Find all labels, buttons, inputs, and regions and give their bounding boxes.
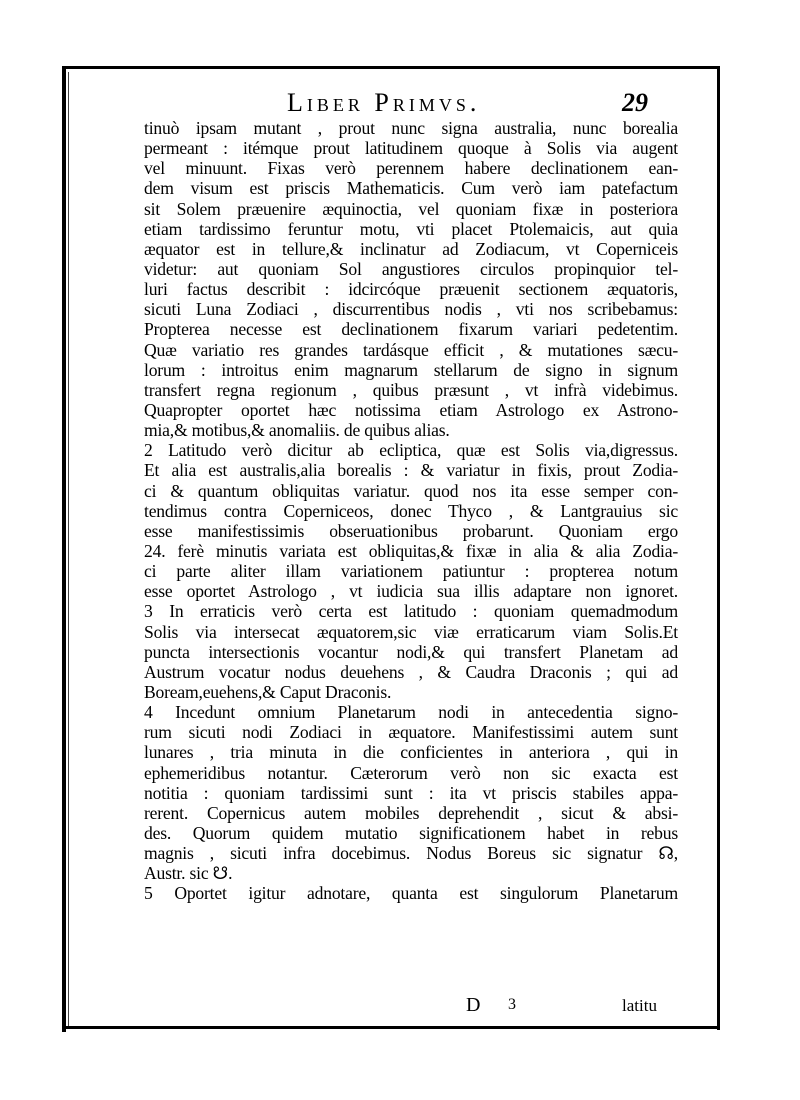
text-line: rerent. Copernicus autem mobiles deprehendit , sicut & absi- <box>144 802 678 823</box>
text-line: Propterea necesse est declinationem fixarum variari pedetentim. <box>144 319 678 340</box>
text-line: Quapropter oportet hæc notissima etiam Astrologo ex Astrono- <box>144 399 678 420</box>
page-edge-inner-left <box>68 72 69 1027</box>
text-line: luri factus describit : idcircóque præuenit sectionem æquatoris, <box>144 279 678 300</box>
text-line: ci parte aliter illam variationem patiuntur : propterea notum <box>144 561 678 582</box>
text-line: lorum : introitus enim magnarum stellarum de signo in signum <box>144 359 678 380</box>
text-line: Boream,euehens,& Caput Draconis. <box>144 681 392 702</box>
text-line: sicuti Luna Zodiaci , discurrentibus nodis , vti nos scribebamus: <box>144 299 678 320</box>
text-line: Austrum vocatur nodus deuehens , & Caudra Draconis ; qui ad <box>144 661 678 682</box>
page-number: 29 <box>622 88 648 117</box>
text-line: notitia : quoniam tardissimi sunt : ita vt priscis stabiles appa- <box>144 782 678 803</box>
text-line: puncta intersectionis vocantur nodi,& qui transfert Planetam ad <box>144 641 678 662</box>
text-line: 4 Incedunt omnium Planetarum nodi in antecedentia signo- <box>144 702 678 723</box>
running-head <box>142 88 682 122</box>
text-line: Austr. sic ☋. <box>144 863 233 884</box>
text-line: tendimus contra Coperniceos, donec Thyco , & Lantgrauius sic <box>144 500 678 521</box>
signature-number: 3 <box>508 996 516 1013</box>
text-line: Et alia est australis,alia borealis : & variatur in fixis, prout Zodia- <box>144 460 678 481</box>
running-title: Liber Primvs. <box>287 88 481 117</box>
text-line: tinuò ipsam mutant , prout nunc signa australia, nunc borealia <box>144 118 678 138</box>
text-line: des. Quorum quidem mutatio significationem habet in rebus <box>144 822 678 843</box>
text-line: 3 In erraticis verò certa est latitudo : quoniam quemadmodum <box>144 601 678 622</box>
text-line: Quæ variatio res grandes tardásque efficit , & mutationes sæcu- <box>144 339 678 360</box>
page-edge-right <box>717 66 720 1030</box>
text-line: vel minuunt. Fixas verò perennem habere declinationem ean- <box>144 158 678 179</box>
text-line: etiam tardissimo feruntur motu, vti placet Ptolemaicis, aut quia <box>144 218 678 239</box>
text-line: magnis , sicuti infra docebimus. Nodus Boreus sic signatur ☊, <box>144 843 678 864</box>
page-edge-bottom <box>62 1026 718 1029</box>
page-footer <box>144 994 678 1018</box>
text-line: esse manifestissimis obseruationibus probarunt. Quoniam ergo <box>144 520 678 541</box>
catchword: latitu <box>622 996 657 1015</box>
page-edge-left <box>62 66 66 1032</box>
text-line: rum sicuti nodi Zodiaci in æquatore. Manifestissimi autem sunt <box>144 722 678 743</box>
body-text <box>144 118 678 903</box>
text-line: lunares , tria minuta in die conficientes in anteriora , qui in <box>144 742 678 763</box>
text-line: 5 Oportet igitur adnotare, quanta est singulorum Planetarum <box>144 883 678 904</box>
text-line: transfert regna regionum , quibus præsunt , vt infrà videbimus. <box>144 379 678 400</box>
text-line: Solis via intersecat æquatorem,sic viæ erraticarum viam Solis.Et <box>144 621 678 642</box>
text-line: 2 Latitudo verò dicitur ab ecliptica, quæ est Solis via,digressus. <box>144 440 678 461</box>
text-line: permeant : itémque prout latitudinem quoque à Solis via augent <box>144 138 678 159</box>
text-line: videtur: aut quoniam Sol angustiores circulos propinquior tel- <box>144 258 678 279</box>
signature-mark: D <box>466 994 481 1016</box>
text-line: sit Solem præuenire æquinoctia, vel quoniam fixæ in posteriora <box>144 198 678 219</box>
text-line: dem visum est priscis Mathematicis. Cum verò iam patefactum <box>144 178 678 199</box>
text-line: ephemeridibus notantur. Cæterorum verò non sic exacta est <box>144 762 678 783</box>
text-line: esse oportet Astrologo , vt iudicia sua illis adaptare non ignoret. <box>144 581 678 602</box>
text-line: ci & quantum obliquitas variatur. quod nos ita esse semper con- <box>144 480 678 501</box>
page-edge-top <box>62 66 718 69</box>
text-line: mia,& motibus,& anomaliis. de quibus alias. <box>144 420 450 441</box>
text-line: 24. ferè minutis variata est obliquitas,& fixæ in alia & alia Zodia- <box>144 540 678 561</box>
text-line: æquator est in tellure,& inclinatur ad Zodiacum, vt Coperniceis <box>144 238 678 259</box>
